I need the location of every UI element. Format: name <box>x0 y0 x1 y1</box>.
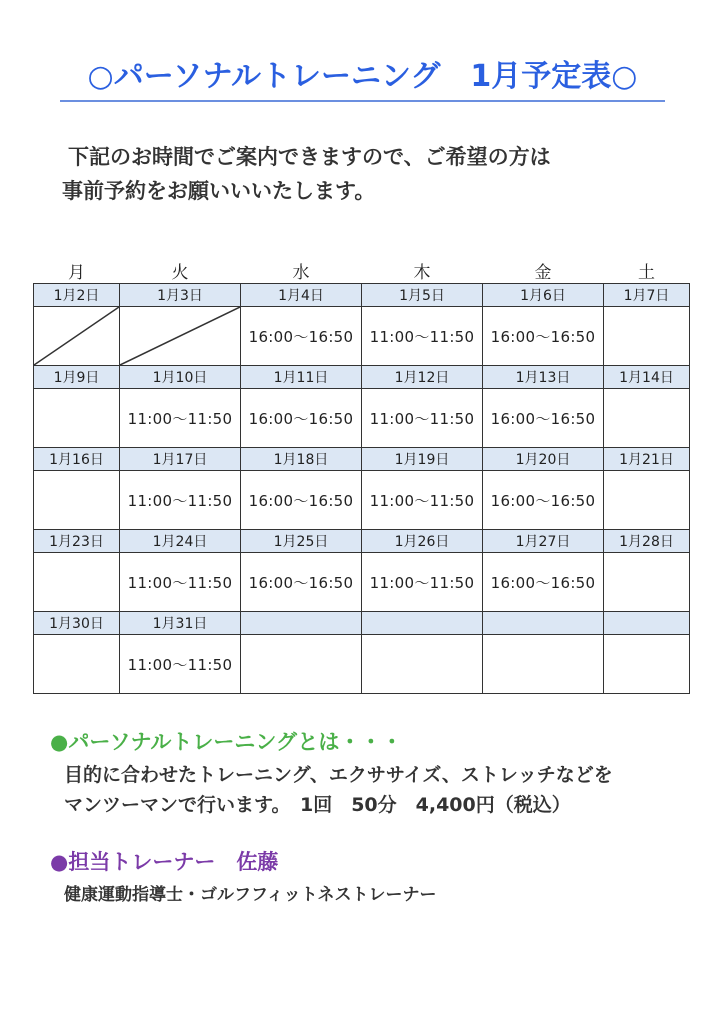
slot-cell <box>34 553 120 612</box>
diagonal-strike <box>34 307 119 365</box>
weekday-mon: 月 <box>68 263 85 283</box>
date-cell: 1月26日 <box>362 530 483 553</box>
slot-cell: 11:00～11:50 <box>120 635 241 694</box>
date-cell: 1月7日 <box>604 284 690 307</box>
closed-cell <box>34 307 120 366</box>
slot-cell: 11:00～11:50 <box>362 389 483 448</box>
date-cell: 1月9日 <box>34 366 120 389</box>
slot-cell: 16:00～16:50 <box>241 389 362 448</box>
slot-cell: 11:00～11:50 <box>120 389 241 448</box>
date-cell: 1月4日 <box>241 284 362 307</box>
date-cell: 1月25日 <box>241 530 362 553</box>
date-cell: 1月16日 <box>34 448 120 471</box>
slot-cell <box>604 635 690 694</box>
slot-cell <box>604 553 690 612</box>
date-cell: 1月5日 <box>362 284 483 307</box>
date-cell <box>483 612 604 635</box>
slot-cell: 16:00～16:50 <box>483 553 604 612</box>
date-cell: 1月10日 <box>120 366 241 389</box>
slot-cell: 11:00～11:50 <box>362 553 483 612</box>
slot-cell <box>34 389 120 448</box>
intro-text <box>62 140 551 208</box>
slot-cell: 16:00～16:50 <box>483 471 604 530</box>
date-cell: 1月17日 <box>120 448 241 471</box>
weekday-wed: 水 <box>292 263 310 283</box>
closed-cell <box>120 307 241 366</box>
slot-cell <box>362 635 483 694</box>
slot-row <box>34 553 690 612</box>
about-heading: ●パーソナルトレーニングとは・・・ <box>50 730 403 754</box>
slot-cell: 16:00～16:50 <box>483 389 604 448</box>
date-cell: 1月27日 <box>483 530 604 553</box>
date-cell: 1月20日 <box>483 448 604 471</box>
date-cell: 1月18日 <box>241 448 362 471</box>
slot-cell <box>604 307 690 366</box>
diagonal-strike <box>120 307 240 365</box>
about-line-1: 目的に合わせたトレーニング、エクササイズ、ストレッチなどを <box>64 764 613 786</box>
date-cell: 1月11日 <box>241 366 362 389</box>
date-row <box>34 366 690 389</box>
date-row <box>34 530 690 553</box>
slot-cell: 16:00～16:50 <box>483 307 604 366</box>
date-cell: 1月14日 <box>604 366 690 389</box>
date-cell <box>241 612 362 635</box>
slot-cell <box>604 389 690 448</box>
date-cell: 1月12日 <box>362 366 483 389</box>
date-cell: 1月19日 <box>362 448 483 471</box>
slot-cell: 16:00～16:50 <box>241 471 362 530</box>
about-body <box>64 760 613 820</box>
slot-cell: 11:00～11:50 <box>362 471 483 530</box>
weekday-header-row <box>34 258 690 284</box>
date-cell: 1月6日 <box>483 284 604 307</box>
date-cell: 1月3日 <box>120 284 241 307</box>
trainer-heading: ●担当トレーナー 佐藤 <box>50 850 279 874</box>
date-row <box>34 284 690 307</box>
slot-row <box>34 635 690 694</box>
slot-cell: 11:00～11:50 <box>120 471 241 530</box>
date-cell: 1月2日 <box>34 284 120 307</box>
slot-cell <box>241 635 362 694</box>
slot-cell: 16:00～16:50 <box>241 553 362 612</box>
date-row <box>34 448 690 471</box>
about-line-2: マンツーマンで行います。 1回 50分 4,400円（税込） <box>64 794 571 816</box>
date-cell: 1月30日 <box>34 612 120 635</box>
weekday-sat: 土 <box>638 263 655 283</box>
date-cell: 1月28日 <box>604 530 690 553</box>
slot-cell <box>483 635 604 694</box>
slot-cell: 11:00～11:50 <box>362 307 483 366</box>
page-title: ○パーソナルトレーニング 1月予定表○ <box>60 54 665 102</box>
intro-line-2: 事前予約をお願いいいたします。 <box>62 179 376 203</box>
weekday-thu: 木 <box>413 263 431 283</box>
date-cell: 1月13日 <box>483 366 604 389</box>
date-cell <box>362 612 483 635</box>
slot-cell <box>34 635 120 694</box>
weekday-fri: 金 <box>534 263 552 283</box>
schedule-calendar <box>33 258 690 694</box>
slot-row <box>34 471 690 530</box>
slot-cell <box>604 471 690 530</box>
weekday-tue: 火 <box>171 263 189 283</box>
slot-cell <box>34 471 120 530</box>
date-row <box>34 612 690 635</box>
slot-row <box>34 307 690 366</box>
slot-cell: 11:00～11:50 <box>120 553 241 612</box>
slot-row <box>34 389 690 448</box>
date-cell: 1月31日 <box>120 612 241 635</box>
date-cell <box>604 612 690 635</box>
date-cell: 1月24日 <box>120 530 241 553</box>
intro-line-1: 下記のお時間でご案内できますので、ご希望の方は <box>68 145 551 169</box>
date-cell: 1月21日 <box>604 448 690 471</box>
date-cell: 1月23日 <box>34 530 120 553</box>
trainer-credentials: 健康運動指導士・ゴルフフィットネストレーナー <box>64 885 437 905</box>
slot-cell: 16:00～16:50 <box>241 307 362 366</box>
